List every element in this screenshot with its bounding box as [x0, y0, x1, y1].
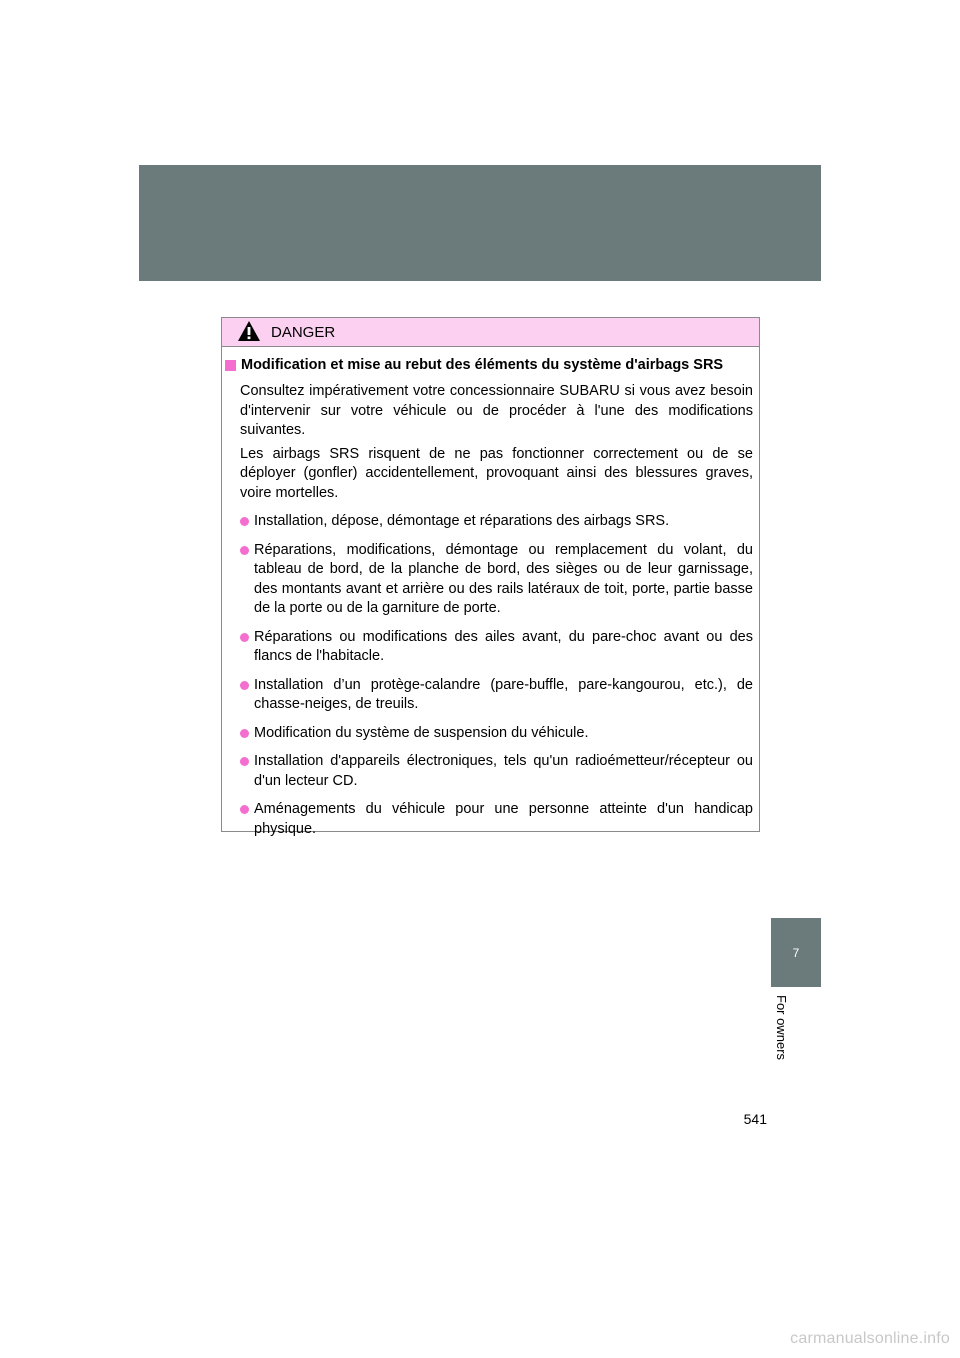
- modification-list: [222, 512, 753, 839]
- section-title: [222, 356, 753, 375]
- round-bullet-icon: [240, 517, 249, 526]
- chapter-number: 7: [792, 945, 800, 960]
- round-bullet-icon: [240, 729, 249, 738]
- round-bullet-icon: [240, 546, 249, 555]
- paragraph-consult: Consultez impérativement votre concessionnaire SUBARU si vous avez besoin d'intervenir sur votre véhicule ou de procéder à l'une des modifications suivantes.: [240, 383, 753, 438]
- square-bullet-icon: [225, 360, 236, 371]
- list-item: [240, 512, 753, 532]
- list-item: [240, 752, 753, 791]
- warning-triangle-icon: [237, 320, 261, 342]
- round-bullet-icon: [240, 757, 249, 766]
- danger-box: [221, 317, 760, 837]
- danger-label: DANGER: [271, 323, 336, 341]
- page-number: 541: [743, 1111, 767, 1127]
- list-item: [240, 724, 753, 744]
- list-item-text: Modification du système de suspension du véhicule.: [254, 724, 589, 741]
- danger-body: [222, 347, 759, 839]
- list-item-text: Installation, dépose, démontage et réparations des airbags SRS.: [254, 513, 670, 529]
- list-item-text: Réparations, modifications, démontage ou remplacement du volant, du tableau de bord, de la planche de bord, des sièges ou de leur garnissage, des montants avant et arrière ou des rails latéraux de toit, porte, partie basse de la porte ou de la garniture de porte.: [254, 541, 753, 616]
- chapter-tab[interactable]: [771, 918, 821, 987]
- header-band: [139, 165, 821, 281]
- list-item-text: Aménagements du véhicule pour une personne atteinte d'un handicap physique.: [254, 801, 753, 837]
- list-item-text: Installation d'appareils électroniques, tels qu'un radioémetteur/récepteur ou d'un lecteur CD.: [254, 753, 753, 789]
- chapter-label: For owners: [774, 995, 789, 1061]
- paragraph-warning: Les airbags SRS risquent de ne pas fonctionner correctement ou de se déployer (gonfler) accidentellement, provoquant ainsi des blessures graves, voire mortelles.: [240, 445, 753, 501]
- watermark: carmanualsonline.info: [790, 1330, 950, 1347]
- round-bullet-icon: [240, 805, 249, 814]
- round-bullet-icon: [240, 633, 249, 642]
- list-item: [240, 541, 753, 619]
- list-item-text: Réparations ou modifications des ailes avant, du pare-choc avant ou des flancs de l'habitacle.: [254, 628, 753, 664]
- danger-header: [222, 318, 759, 347]
- list-item-text: Installation d’un protège-calandre (pare-buffle, pare-kangourou, etc.), de chasse-neiges, de treuils.: [254, 676, 753, 712]
- list-item: [240, 676, 753, 715]
- list-item: [240, 628, 753, 667]
- list-item: [240, 800, 753, 839]
- round-bullet-icon: [240, 681, 249, 690]
- section-title-text: Modification et mise au rebut des éléments du système d'airbags SRS: [241, 357, 724, 373]
